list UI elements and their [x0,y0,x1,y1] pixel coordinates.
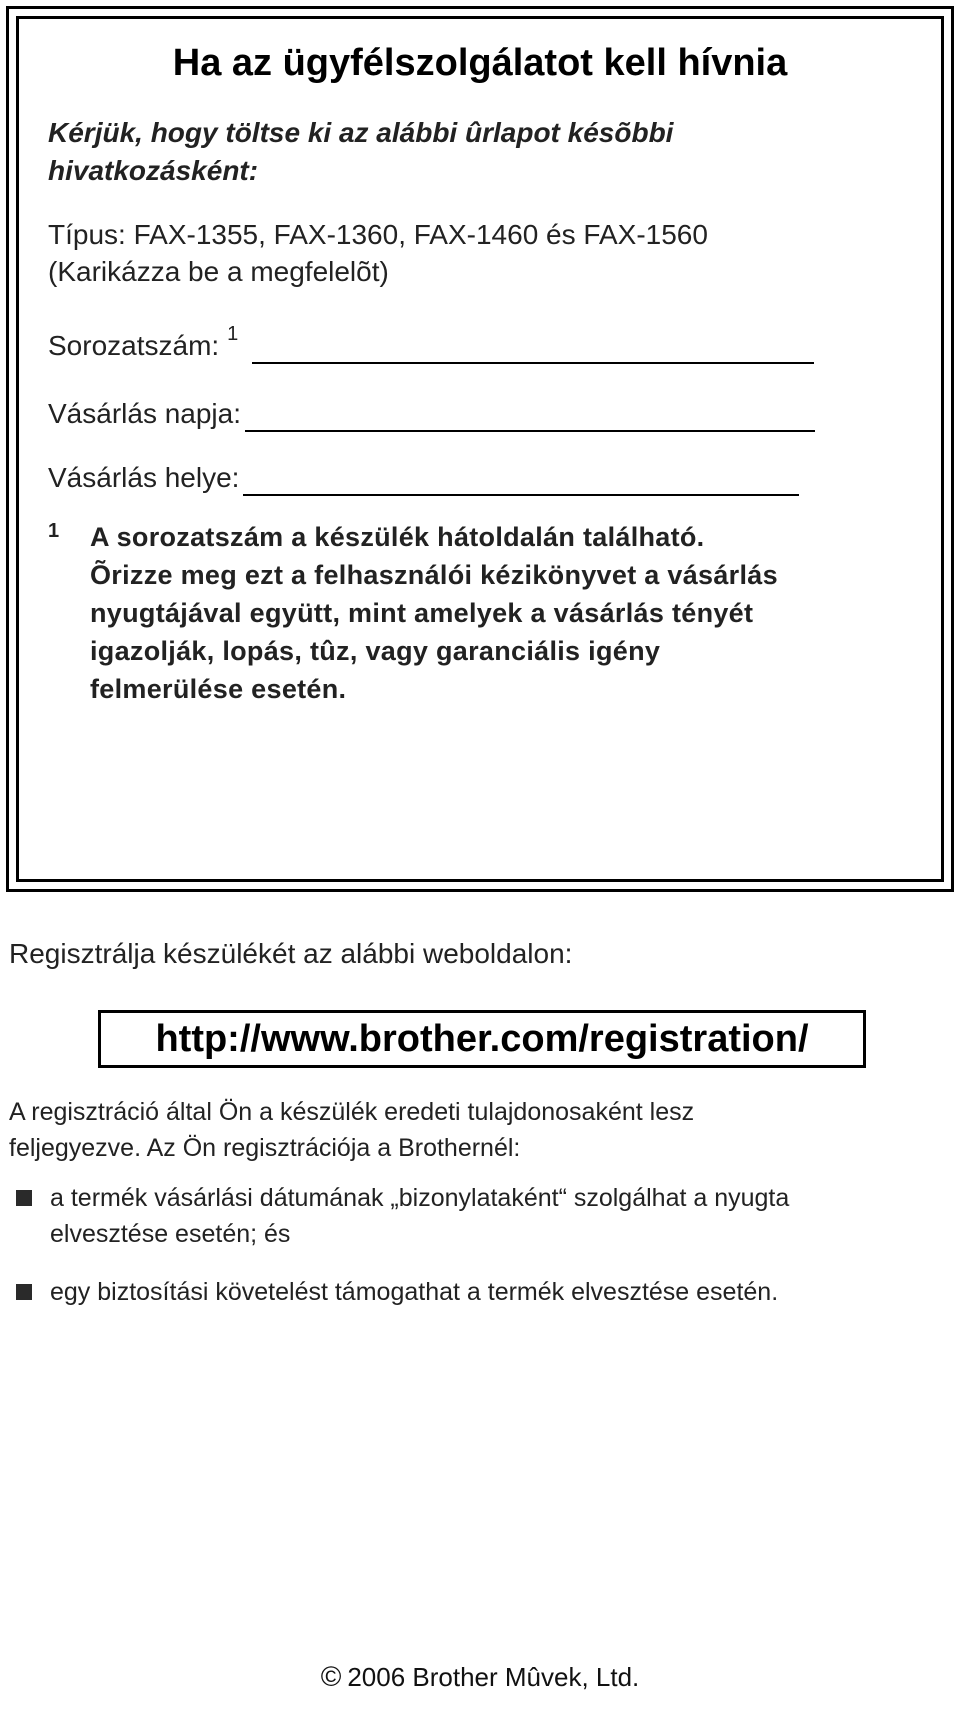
registration-heading: Regisztrálja készülékét az alábbi weboldalon: [9,938,573,969]
list-item [16,1180,946,1252]
registration-benefits-list [16,1180,946,1332]
serial-number-field [48,323,814,364]
model-hint: (Karikázza be a megfelelõt) [48,256,389,287]
footnote-line: felmerülése esetén. [90,674,347,704]
purchase-place-label: Vásárlás helye: [48,462,240,493]
footnote-line: Õrizze meg ezt a felhasználói kézikönyvet a vásárlás [90,560,778,590]
footnote-text [90,518,910,708]
form-intro [48,114,673,190]
serial-number-input-line[interactable] [252,332,814,364]
purchase-date-label: Vásárlás napja: [48,398,242,429]
purchase-place-input-line[interactable] [243,464,799,496]
model-line: Típus: FAX-1355, FAX-1360, FAX-1460 és FAX-1560 [48,219,708,250]
paragraph-line: feljegyezve. Az Ön regisztrációja a Brothernél: [9,1134,521,1162]
registration-url-link[interactable]: http://www.brother.com/registration/ [155,1018,809,1060]
serial-number-footnote-ref: 1 [227,323,239,345]
intro-line: hivatkozásként: [48,155,259,186]
footnote-line: A sorozatszám a készülék hátoldalán található. [90,522,705,552]
registration-paragraph [9,1094,694,1166]
footnote-line: nyugtájával együtt, mint amelyek a vásárlás tényét [90,598,754,628]
purchase-date-field [48,396,815,432]
purchase-place-field [48,460,799,496]
list-item-line: a termék vásárlási dátumának „bizonylataként“ szolgálhat a nyugta [50,1184,790,1212]
page-title: Ha az ügyfélszolgálatot kell hívnia [172,42,788,84]
list-item-line: elvesztése esetén; és [50,1220,291,1248]
footnote-number: 1 [48,520,60,542]
copyright-notice [0,1660,960,1694]
list-item-line: egy biztosítási követelést támogathat a termék elvesztése esetén. [50,1278,779,1306]
copyright-text: 2006 Brother Mûvek, Ltd. [347,1662,640,1692]
serial-number-label: Sorozatszám: [48,330,220,361]
square-bullet-icon [16,1190,32,1206]
paragraph-line: A regisztráció által Ön a készülék eredeti tulajdonosaként lesz [9,1098,695,1126]
square-bullet-icon [16,1284,32,1300]
model-selection [48,216,708,290]
registration-url-box [98,1010,866,1068]
copyright-icon: © [320,1661,342,1692]
intro-line: Kérjük, hogy töltse ki az alábbi ûrlapot késõbbi [48,117,674,148]
footnote-line: igazolják, lopás, tûz, vagy garanciális igény [90,636,661,666]
purchase-date-input-line[interactable] [245,400,815,432]
list-item [16,1274,946,1310]
